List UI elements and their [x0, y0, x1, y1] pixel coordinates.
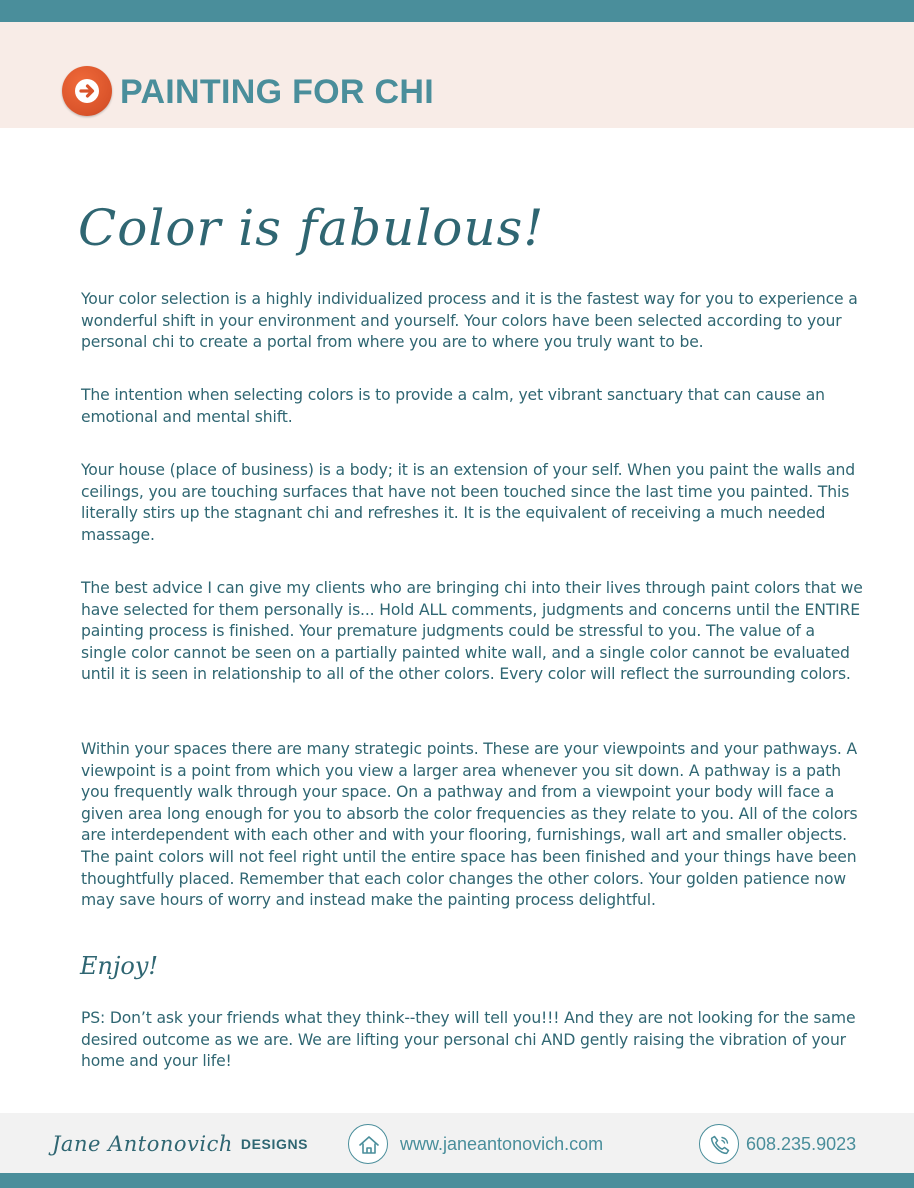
- paragraph: Your house (place of business) is a body; it is an extension of your self. When you paint the walls and ceilings, you are touching surfaces that have not been touched since the last time you painted. This literally stirs up the stagnant chi and refreshes it. It is the equivalent of receiving a much needed massage.: [81, 461, 856, 544]
- postscript-paragraph: PS: Don’t ask your friends what they think--they will tell you!!! And they are not looking for the same desired outcome as we are. We are lifting your personal chi AND gently raising the vibration of your home and your life!: [81, 1009, 856, 1071]
- arrow-right-icon: [62, 66, 112, 116]
- brand-logo: [52, 1124, 308, 1164]
- page-title: PAINTING FOR CHI: [120, 73, 434, 111]
- top-accent-bar: [0, 0, 914, 22]
- logo-script-text: Jane Antonovich: [52, 1132, 233, 1156]
- paragraph: The best advice I can give my clients who are bringing chi into their lives through paint colors that we have selected for them personally is... Hold ALL comments, judgments and concerns until the ENTIRE painting process is finished. Your premature judgments could be stressful to you. The value of a single color cannot be seen on a partially painted white wall, and a single color cannot be evaluated until it is seen in relationship to all of the other colors. Every color will reflect the surrounding colors.: [81, 579, 863, 684]
- paragraph: The intention when selecting colors is to provide a calm, yet vibrant sanctuary that can cause an emotional and mental shift.: [81, 386, 825, 426]
- signoff-text: Enjoy!: [80, 952, 159, 980]
- paragraph: Your color selection is a highly individualized process and it is the fastest way for you to experience a wonderful shift in your environment and yourself. Your colors have been selected according to your personal chi to create a portal from where you are to where you truly want to be.: [81, 290, 858, 352]
- phone-icon: [699, 1124, 739, 1164]
- website-link[interactable]: www.janeantonovich.com: [400, 1134, 604, 1154]
- paragraph: Within your spaces there are many strategic points. These are your viewpoints and your pathways. A viewpoint is a point from which you view a larger area whenever you sit down. A pathway is a path you frequently walk through your space. On a pathway and from a viewpoint your body will face a given area long enough for you to absorb the color frequencies as they relate to you. All of the colors are interdependent with each other and with your flooring, furnishings, wall art and smaller objects. The paint colors will not feel right until the entire space has been finished and your things have been thoughtfully placed. Remember that each color changes the other colors. Your golden patience now may save hours of worry and instead make the painting process delightful.: [81, 740, 858, 910]
- phone-link[interactable]: 608.235.9023: [746, 1134, 857, 1154]
- logo-designs-text: DESIGNS: [240, 1136, 309, 1152]
- home-icon: [348, 1124, 388, 1164]
- bottom-accent-bar: [0, 1173, 914, 1188]
- script-heading: Color is fabulous!: [78, 199, 545, 257]
